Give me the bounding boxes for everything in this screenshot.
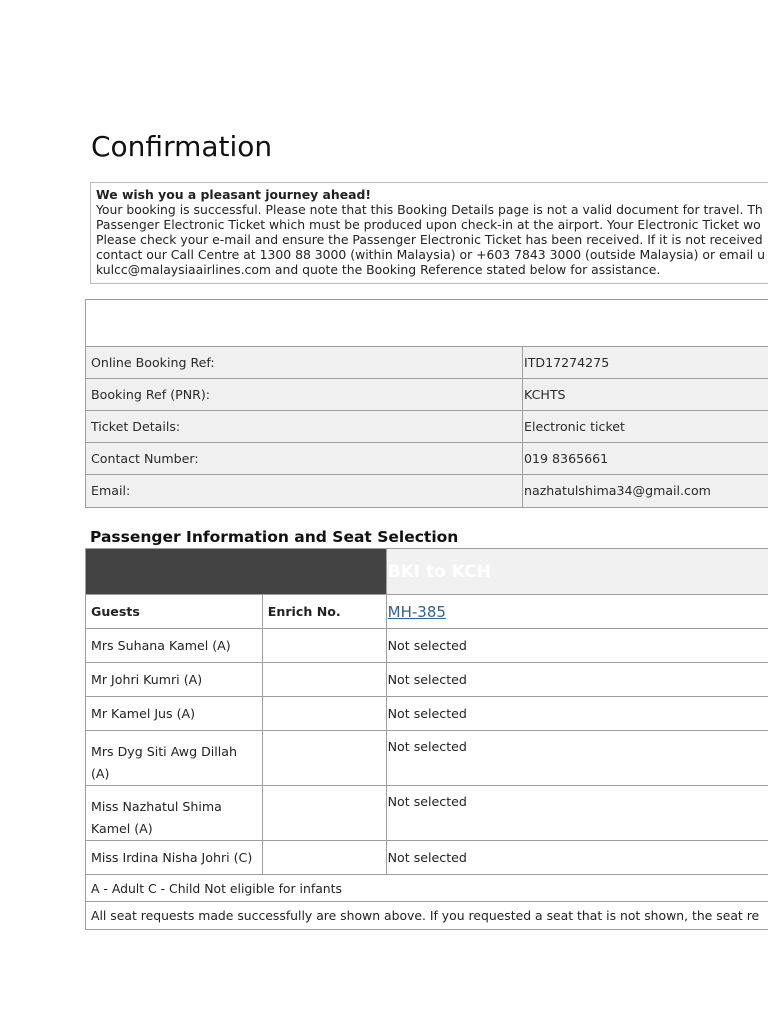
- booking-row-ticket: [86, 411, 768, 443]
- passenger-name: Mrs Suhana Kamel (A): [86, 629, 263, 663]
- flight-header-cell: [386, 595, 768, 629]
- passenger-row: [86, 629, 768, 663]
- booking-row-pnr: [86, 379, 768, 411]
- passenger-enrich-no: [262, 697, 386, 731]
- passenger-seat: Not selected: [386, 629, 768, 663]
- flight-number-link[interactable]: MH-385: [387, 602, 446, 621]
- passenger-seat: Not selected: [386, 841, 768, 875]
- booking-row-contact: [86, 443, 768, 475]
- passenger-row: [86, 731, 768, 786]
- col-guests: Guests: [86, 595, 263, 629]
- column-header-row: [86, 595, 768, 629]
- booking-row-label: Contact Number:: [86, 443, 523, 474]
- booking-row-label: Online Booking Ref:: [86, 347, 523, 378]
- passenger-row: [86, 697, 768, 731]
- legend-row: [86, 875, 768, 902]
- booking-details-header: [86, 300, 768, 347]
- passenger-seat: Not selected: [386, 786, 768, 841]
- route-label: BKI to KCH: [386, 549, 768, 595]
- booking-row-value: ITD17274275: [524, 355, 610, 370]
- passenger-enrich-no: [262, 629, 386, 663]
- seat-request-note: All seat requests made successfully are shown above. If you requested a seat that is not shown, the seat re: [86, 902, 768, 930]
- booking-row-label: Email:: [86, 475, 523, 507]
- passenger-type-legend: A - Adult C - Child Not eligible for infants: [86, 875, 768, 902]
- passenger-row: [86, 786, 768, 841]
- booking-success-notice: [90, 182, 768, 284]
- page-title: Confirmation: [91, 130, 273, 163]
- booking-row-online-ref: [86, 347, 768, 379]
- passenger-enrich-no: [262, 841, 386, 875]
- route-header-blank: [86, 549, 387, 595]
- passenger-row: [86, 663, 768, 697]
- passenger-row: [86, 841, 768, 875]
- booking-row-value: KCHTS: [524, 387, 566, 402]
- passenger-name: Miss Nazhatul Shima Kamel (A): [86, 786, 263, 841]
- notice-line: Please check your e-mail and ensure the Passenger Electronic Ticket has been received. If it is not received: [96, 231, 763, 247]
- passenger-enrich-no: [262, 731, 386, 786]
- booking-row-email: [86, 475, 768, 507]
- booking-row-label: Ticket Details:: [86, 411, 523, 442]
- passenger-enrich-no: [262, 663, 386, 697]
- passenger-name: Mr Johri Kumri (A): [86, 663, 263, 697]
- notice-line: contact our Call Centre at 1300 88 3000 (within Malaysia) or +603 7843 3000 (outside Malaysia) or email u: [96, 246, 765, 262]
- col-enrich-no: Enrich No.: [262, 595, 386, 629]
- passenger-seat: Not selected: [386, 731, 768, 786]
- notice-line: Your booking is successful. Please note that this Booking Details page is not a valid document for travel. Th: [96, 201, 763, 217]
- booking-details-table: [85, 299, 768, 508]
- booking-row-value: Electronic ticket: [524, 419, 625, 434]
- passenger-seat: Not selected: [386, 663, 768, 697]
- passenger-name: Miss Irdina Nisha Johri (C): [86, 841, 263, 875]
- notice-lead: We wish you a pleasant journey ahead!: [96, 187, 371, 202]
- booking-row-label: Booking Ref (PNR):: [86, 379, 523, 410]
- passenger-seat-table: [85, 548, 768, 930]
- seat-note-row: [86, 902, 768, 930]
- route-header-row: [86, 549, 768, 595]
- passenger-name: Mr Kamel Jus (A): [86, 697, 263, 731]
- passenger-section-title: Passenger Information and Seat Selection: [90, 528, 459, 546]
- passenger-enrich-no: [262, 786, 386, 841]
- passenger-seat: Not selected: [386, 697, 768, 731]
- notice-line: Passenger Electronic Ticket which must be produced upon check-in at the airport. Your Electronic Ticket wo: [96, 216, 761, 232]
- booking-row-value: 019 8365661: [524, 451, 609, 466]
- notice-line: kulcc@malaysiaairlines.com and quote the Booking Reference stated below for assistance.: [96, 261, 661, 277]
- passenger-name: Mrs Dyg Siti Awg Dillah (A): [86, 731, 263, 786]
- booking-row-value: nazhatulshima34@gmail.com: [524, 483, 711, 498]
